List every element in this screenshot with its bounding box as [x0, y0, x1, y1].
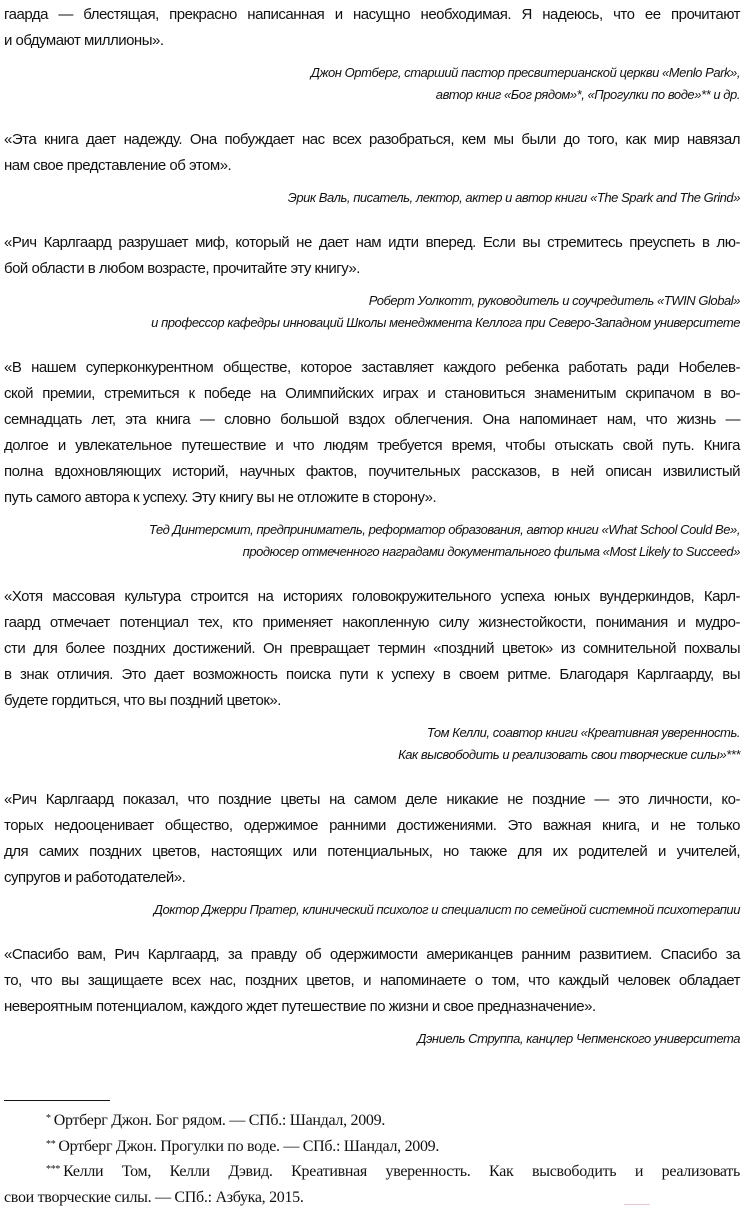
- quote-line: и обдумают миллионы».: [4, 28, 740, 54]
- testimonial: [4, 2, 740, 106]
- testimonial: [4, 787, 740, 921]
- attribution: [4, 1028, 740, 1050]
- attribution: [4, 187, 740, 209]
- attribution-line: автор книг «Бог рядом»*, «Прогулки по воде»** и др.: [4, 84, 740, 106]
- quote-line: супругов и работодателей».: [4, 865, 740, 891]
- quote-line: ской премии, стремиться к победе на Олимпийских играх и становиться знаменитым скрипачом в во-: [4, 381, 740, 407]
- quote-line: «Рич Карлгаард показал, что поздние цветы на самом деле никакие не поздние — это личности, ко-: [4, 787, 740, 813]
- attribution-line: продюсер отмеченного наградами документального фильма «Most Likely to Succeed»: [4, 541, 740, 563]
- testimonial: [4, 127, 740, 209]
- testimonials-page: [4, 2, 740, 1071]
- attribution: [4, 290, 740, 334]
- quote-line: гаард отмечает потенциал тех, кто применяет накопленную силу жизнестойкости, понимания и мудро-: [4, 610, 740, 636]
- quote-line: гаарда — блестящая, прекрасно написанная и насущно необходимая. Я надеюсь, что ее прочитают: [4, 2, 740, 28]
- quote-line: путь самого автора к успеху. Эту книгу вы не отложите в сторону».: [4, 485, 740, 511]
- attribution-line: Доктор Джерри Пратер, клинический психолог и специалист по семейной системной психотерапии: [4, 899, 740, 921]
- attribution-line: Эрик Валь, писатель, лектор, актер и автор книги «The Spark and The Grind»: [4, 187, 740, 209]
- quote-line: долгое и увлекательное путешествие и что людям требуется время, чтобы отыскать свой путь. Книга: [4, 433, 740, 459]
- attribution-line: Роберт Уолкотт, руководитель и соучредитель «TWIN Global»: [4, 290, 740, 312]
- footnotes: [4, 1108, 740, 1210]
- attribution-line: Как высвободить и реализовать свои творческие силы»***: [4, 744, 740, 766]
- attribution: [4, 722, 740, 766]
- footnote-text: Ортберг Джон. Бог рядом. — СПб.: Шандал, 2009.: [54, 1112, 385, 1129]
- attribution: [4, 899, 740, 921]
- attribution-line: и профессор кафедры инноваций Школы менеджмента Келлога при Северо-Западном университете: [4, 312, 740, 334]
- quote-line: торых недооценивает общество, одержимое ранними достижениями. Это важная книга, и не только: [4, 813, 740, 839]
- page-mark: [624, 1204, 650, 1205]
- quote-line: то, что вы защищаете всех нас, поздних цветов, и напоминаете о том, что каждый человек обладает: [4, 968, 740, 994]
- quote-line: невероятным потенциалом, каждого ждет путешествие по жизни и свое предназначение».: [4, 994, 740, 1020]
- footnote: [4, 1108, 740, 1134]
- attribution-line: Дэниель Струппа, канцлер Чепменского университета: [4, 1028, 740, 1050]
- footnote-marker: ***: [46, 1164, 60, 1175]
- quote-line: «В нашем суперконкурентном обществе, которое заставляет каждого ребенка работать ради Нобелев-: [4, 355, 740, 381]
- footnote-divider: [4, 1100, 110, 1101]
- quote-line: полна вдохновляющих историй, научных фактов, поучительных рассказов, в ней описан извилистый: [4, 459, 740, 485]
- quote-line: «Спасибо вам, Рич Карлгаард, за правду об одержимости американцев ранним развитием. Спасибо за: [4, 942, 740, 968]
- footnote: [4, 1134, 740, 1160]
- quote-line: «Рич Карлгаард разрушает миф, который не дает нам идти вперед. Если вы стремитесь преуспеть в лю-: [4, 230, 740, 256]
- attribution: [4, 519, 740, 563]
- attribution: [4, 62, 740, 106]
- quote-line: семнадцать лет, эта книга — словно большой вздох облегчения. Она напоминает нам, что жизнь —: [4, 407, 740, 433]
- quote-line: будете гордиться, что вы поздний цветок».: [4, 688, 740, 714]
- quote-line: нам свое представление об этом».: [4, 153, 740, 179]
- footnote-continuation: свои творческие силы. — СПб.: Азбука, 2015.: [4, 1185, 740, 1210]
- quote-line: для самих поздних цветов, настоящих или потенциальных, но также для их родителей и учителей,: [4, 839, 740, 865]
- testimonial: [4, 355, 740, 563]
- quote-line: бой области в любом возрасте, прочитайте эту книгу».: [4, 256, 740, 282]
- testimonial: [4, 584, 740, 766]
- attribution-line: Тед Динтерсмит, предприниматель, реформатор образования, автор книги «What School Could Be»,: [4, 519, 740, 541]
- attribution-line: Том Келли, соавтор книги «Креативная уверенность.: [4, 722, 740, 744]
- footnote-text: Келли Том, Келли Дэвид. Креативная уверенность. Как высвободить и реализовать: [63, 1163, 740, 1180]
- quote-line: «Эта книга дает надежду. Она побуждает нас всех разобраться, кем мы были до того, как мир навязал: [4, 127, 740, 153]
- footnote: [4, 1159, 740, 1185]
- quote-line: сти для более поздних достижений. Он превращает термин «поздний цветок» из сомнительной похвалы: [4, 636, 740, 662]
- quote-line: «Хотя массовая культура строится на историях головокружительного успеха юных вундеркиндов, Карл-: [4, 584, 740, 610]
- testimonial: [4, 942, 740, 1050]
- attribution-line: Джон Ортберг, старший пастор пресвитерианской церкви «Menlo Park»,: [4, 62, 740, 84]
- footnote-marker: **: [46, 1139, 55, 1150]
- footnote-text: Ортберг Джон. Прогулки по воде. — СПб.: Шандал, 2009.: [58, 1138, 439, 1155]
- quote-line: в знак отличия. Это дает возможность поиска пути к успеху в своем ритме. Благодаря Карлгаарду, вы: [4, 662, 740, 688]
- testimonial: [4, 230, 740, 334]
- footnote-marker: *: [46, 1113, 51, 1124]
